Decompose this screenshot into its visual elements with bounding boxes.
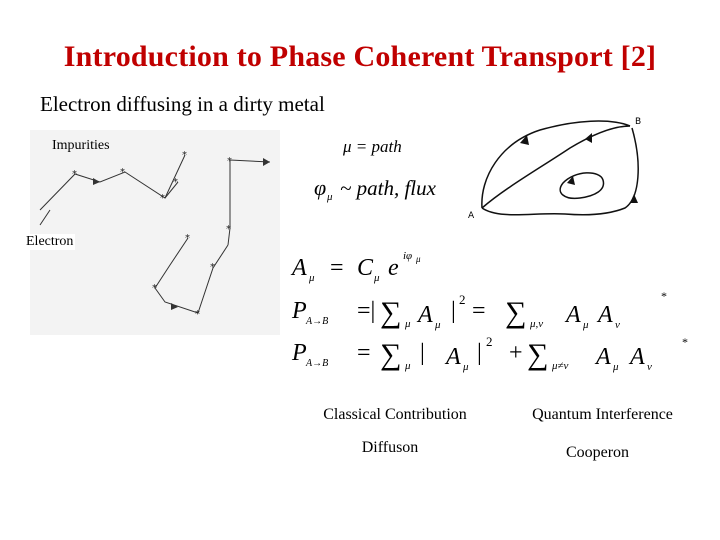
phi-path-text: ~ path, flux — [340, 176, 436, 200]
svg-text:P: P — [292, 298, 307, 324]
point-a-label: A — [468, 211, 475, 221]
path-diagram-svg — [460, 108, 650, 223]
svg-text:|: | — [420, 340, 425, 366]
svg-text:μ: μ — [416, 254, 421, 264]
svg-text:∑: ∑ — [380, 296, 402, 329]
path-loop — [560, 173, 603, 199]
svg-text:|: | — [477, 340, 482, 366]
svg-text:μ: μ — [374, 272, 380, 284]
impurity-marker: * — [185, 233, 190, 244]
svg-text:μ: μ — [583, 319, 589, 331]
svg-text:μ: μ — [435, 319, 441, 331]
impurity-marker: * — [72, 169, 77, 180]
caption-quantum: Quantum Interference — [532, 406, 673, 423]
svg-text:A: A — [418, 302, 433, 328]
eq-mu-path — [342, 137, 402, 156]
svg-text:=|: =| — [357, 298, 376, 324]
slide-subtitle: Electron diffusing in a dirty metal — [40, 92, 325, 116]
svg-text:=: = — [330, 255, 344, 281]
svg-text:μ: μ — [463, 361, 469, 373]
slide-title: Introduction to Phase Coherent Transport [2] — [63, 40, 657, 73]
impurity-marker: * — [226, 224, 231, 235]
svg-text:ν: ν — [615, 319, 620, 331]
svg-text:A: A — [566, 302, 581, 328]
svg-text:∑: ∑ — [380, 338, 402, 371]
label-impurities: Impurities — [52, 138, 110, 153]
svg-text:A: A — [598, 302, 613, 328]
caption-diffuson: Diffuson — [361, 439, 419, 456]
svg-text:μ≠ν: μ≠ν — [552, 360, 569, 372]
eq-probability-2 — [291, 334, 688, 373]
impurity-marker: * — [227, 156, 232, 167]
label-electron: Electron — [26, 234, 74, 249]
impurity-marker: * — [173, 177, 178, 188]
caption-cooperon: Cooperon — [565, 444, 630, 461]
phi-subscript: μ — [327, 191, 333, 203]
eq-phi-path — [314, 175, 437, 203]
svg-text:iφ: iφ — [403, 250, 413, 262]
eq-probability-1 — [291, 289, 667, 331]
mu-path-text: μ = path — [343, 137, 402, 156]
svg-text:μ: μ — [405, 318, 411, 330]
svg-text:*: * — [682, 335, 688, 349]
svg-text:A: A — [292, 255, 307, 281]
svg-text:μ: μ — [405, 360, 411, 372]
svg-text:A: A — [446, 344, 461, 370]
path-arrow — [585, 133, 592, 143]
svg-text:2: 2 — [486, 334, 493, 349]
path-lower — [482, 128, 638, 215]
impurity-marker: * — [210, 262, 215, 273]
svg-text:*: * — [661, 289, 667, 303]
svg-text:P: P — [292, 340, 307, 366]
svg-text:+: + — [509, 340, 523, 366]
svg-text:A: A — [596, 344, 611, 370]
caption-classical: Classical Contribution — [323, 406, 467, 423]
svg-text:μ,ν: μ,ν — [530, 318, 544, 330]
impurity-marker: * — [195, 309, 200, 320]
impurity-marker: * — [152, 283, 157, 294]
svg-text:2: 2 — [459, 292, 466, 307]
svg-text:C: C — [357, 255, 374, 281]
impurity-marker: * — [120, 167, 125, 178]
phi-symbol: φ — [314, 175, 327, 200]
svg-text:∑: ∑ — [527, 338, 549, 371]
svg-text:=: = — [472, 298, 486, 324]
impurity-marker: * — [182, 150, 187, 161]
svg-text:∑: ∑ — [505, 296, 527, 329]
impurity-marker: * — [160, 193, 165, 204]
path-arrow — [630, 194, 638, 203]
svg-text:e: e — [388, 255, 399, 281]
path-diagram — [460, 108, 650, 223]
svg-text:μ: μ — [613, 361, 619, 373]
svg-text:A→B: A→B — [306, 316, 329, 327]
svg-text:A: A — [630, 344, 645, 370]
svg-text:μ: μ — [309, 272, 315, 284]
path-middle — [482, 126, 630, 208]
eq-amplitude — [290, 250, 421, 284]
svg-text:A→B: A→B — [306, 358, 329, 369]
svg-text:ν: ν — [647, 361, 652, 373]
svg-text:=: = — [357, 340, 371, 366]
svg-text:|: | — [451, 298, 456, 324]
point-b-label: B — [635, 117, 642, 127]
path-upper — [482, 121, 630, 208]
